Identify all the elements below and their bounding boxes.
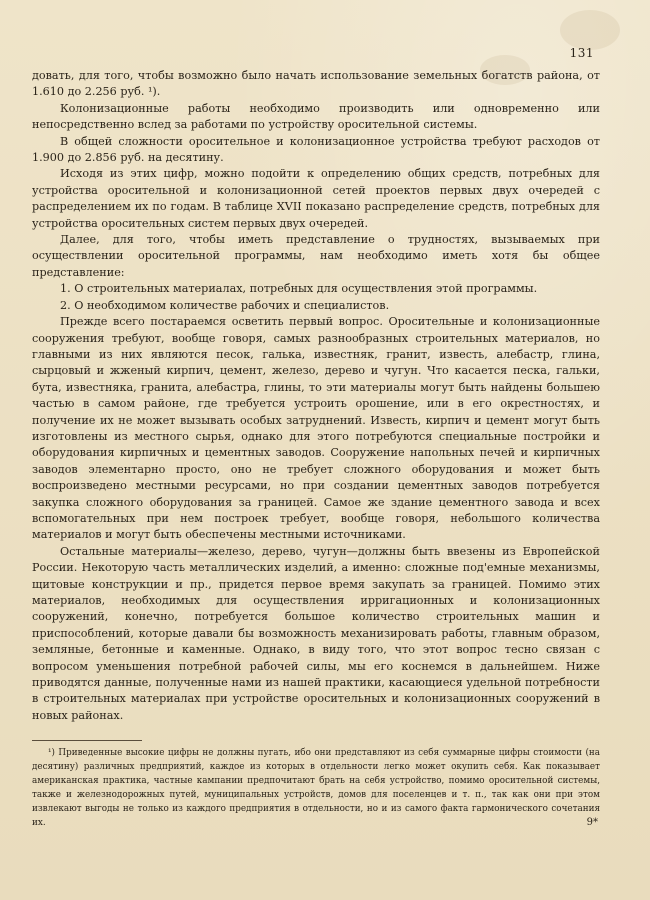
list-item: 1. О строительных материалах, потребных для осуществления этой программы.: [60, 282, 538, 296]
paragraph: В общей сложности оросительное и колонизационное устройства требуют расходов от 1.900 до 2.856 руб. на десятину.: [32, 134, 600, 165]
paragraph: Исходя из этих цифр, можно подойти к определению общих средств, потребных для устройства оросительной и колонизационной сетей проектов первых двух очередей с распределением их по годам. В таблице XVII показано распределение средств, потребных для устройства оросительных систем первых двух очередей.: [32, 167, 600, 230]
paragraph: Прежде всего постараемся осветить первый вопрос. Оросительные и колонизационные сооружения требуют, вообще говоря, самых разнообразных строительных материалов, но главными из них являются песок, галька, известняк, гранит, известь, алебастр, глина, сырцовый и жженый кирпич, цемент, железо, дерево и чугун. Что касается песка, гальки, бута, известняка, гранита, алебастра, глины, то эти материалы могут быть найдены большею частью в самом районе, где требуется устроить орошение, или в его окрестностях, и получение их не может вызывать особых затруднений. Известь, кирпич и цемент могут быть изготовлены из местного сырья, однако для этого потребуются специальные постройки и оборудования кирпичных и цементных заводов. Сооружение напольных печей и кирпичных заводов элементарно просто, оно не требует сложного оборудования и может быть воспроизведено местными ресурсами, но при создании цементных заводов потребуется закупка сложного оборудования за границей. Самое же здание цементного завода и всех вспомогательных при нем построек требует, вообще говоря, небольшого количества материалов и могут быть обеспечены местными источниками.: [32, 315, 600, 542]
signature-mark: 9*: [586, 817, 598, 828]
footnote: ¹) Приведенные высокие цифры не должны пугать, ибо они представляют из себя суммарные цифры стоимости (на десятину) различных предприятий, каждое из которых в отдельности легко может окупить себя. Как показывает американская практика, частные кампании предпочитают брать на себя устройство, помимо оросительной системы, также и железнодорожных путей, муниципальных устройств, домов для поселенцев и т. п., так как они при этом извлекают выгоды не только из каждого предприятия в отдельности, но и из самого факта гармонического сочетания их.: [32, 748, 600, 828]
paper-stain: [560, 10, 620, 50]
body-text: [32, 68, 600, 724]
paragraph: Колонизационные работы необходимо производить или одновременно или непосредственно вслед за работами по устройству оросительной системы.: [32, 101, 600, 132]
page-number: 131: [569, 46, 594, 60]
footnotes: [32, 746, 600, 830]
footnote-divider: [32, 740, 142, 741]
paragraph: довать, для того, чтобы возможно было начать использование земельных богатств района, от 1.610 до 2.256 руб. ¹).: [32, 69, 600, 99]
paragraph: Далее, для того, чтобы иметь представление о трудностях, вызываемых при осуществлении оросительной программы, нам необходимо иметь хотя бы общее представление:: [32, 233, 600, 279]
list-item: 2. О необходимом количестве рабочих и специалистов.: [60, 298, 390, 312]
paragraph: Остальные материалы—железо, дерево, чугун—должны быть ввезены из Европейской России. Некоторую часть металлических изделий, а именно: сложные под'емные механизмы, щитовые конструкции и пр., придется первое время закупать за границей. Помимо этих материалов, необходимых для осуществления ирригационных и колонизационных сооружений, конечно, потребуется большое количество строительных машин и приспособлений, которые давали бы возможность механизировать работы, главным образом, земляные, бетонные и каменные. Однако, в виду того, что этот вопрос тесно связан с вопросом уменьшения потребной рабочей силы, мы его коснемся в дальнейшем. Ниже приводятся данные, полученные нами из нашей практики, касающиеся удельной потребности в строительных материалах при устройстве оросительных и колонизационных сооружений в новых районах.: [32, 544, 600, 722]
